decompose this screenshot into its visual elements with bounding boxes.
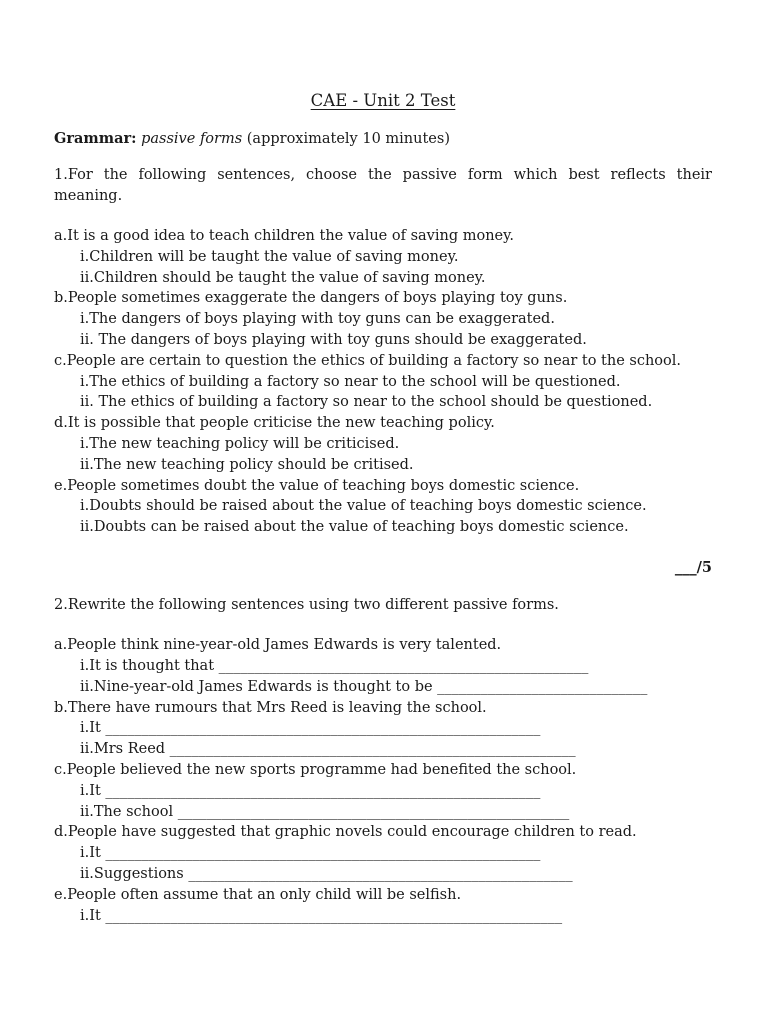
- section-1: [54, 165, 712, 579]
- s2-question-d: d.People have suggested that graphic novels could encourage children to read.: [54, 824, 637, 841]
- s1-option-e-ii: ii.Doubts can be raised about the value of teaching boys domestic science.: [80, 519, 629, 536]
- grammar-heading: [54, 128, 712, 150]
- s1-option-a-i: i.Children will be taught the value of saving money.: [80, 248, 459, 265]
- s2-answer-a-ii: ii.Nine-year-old James Edwards is thought to be _____________________________: [80, 678, 648, 695]
- s2-answer-b-ii: ii.Mrs Reed ________________________________________________________: [80, 741, 576, 758]
- section-1-score: ___/5: [674, 558, 712, 576]
- worksheet-page: [54, 88, 712, 926]
- grammar-label: Grammar:: [54, 130, 137, 147]
- s1-option-b-ii: ii. The dangers of boys playing with toy guns should be exaggerated.: [80, 331, 587, 348]
- s1-option-b-i: i.The dangers of boys playing with toy guns can be exaggerated.: [80, 311, 555, 328]
- s1-question-c: c.People are certain to question the ethics of building a factory so near to the school.: [54, 352, 682, 369]
- s2-answer-c-i: i.It ____________________________________________________________: [80, 782, 541, 799]
- s1-option-d-ii: ii.The new teaching policy should be critised.: [80, 456, 414, 473]
- s1-question-a: a.It is a good idea to teach children the value of saving money.: [54, 228, 514, 244]
- s2-question-b: b.There have rumours that Mrs Reed is leaving the school.: [54, 699, 487, 716]
- s2-answer-d-i: i.It ____________________________________________________________: [80, 845, 541, 862]
- s1-option-e-i: i.Doubts should be raised about the value of teaching boys domestic science.: [80, 498, 647, 515]
- s2-question-c: c.People believed the new sports programme had benefited the school.: [54, 762, 577, 779]
- s2-answer-a-i: i.It is thought that ___________________________________________________: [80, 658, 589, 675]
- page-title: CAE - Unit 2 Test: [310, 91, 456, 110]
- s1-option-d-i: i.The new teaching policy will be criticised.: [80, 435, 400, 452]
- section-2-instruction: 2.Rewrite the following sentences using two different passive forms.: [54, 596, 559, 613]
- s1-option-a-ii: ii.Children should be taught the value of saving money.: [80, 269, 486, 286]
- s2-question-a: a.People think nine-year-old James Edwards is very talented.: [54, 637, 502, 654]
- s1-question-d: d.It is possible that people criticise the new teaching policy.: [54, 415, 495, 432]
- s2-answer-b-i: i.It ____________________________________________________________: [80, 720, 541, 737]
- grammar-time: (approximately 10 minutes): [246, 131, 450, 147]
- s2-question-e: e.People often assume that an only child will be selfish.: [54, 886, 462, 903]
- s1-option-c-i: i.The ethics of building a factory so near to the school will be questioned.: [80, 373, 621, 390]
- section-1-instruction: 1.For the following sentences, choose the passive form which best reflects their meaning.: [54, 167, 712, 204]
- s1-question-b: b.People sometimes exaggerate the dangers of boys playing toy guns.: [54, 290, 568, 307]
- s2-answer-e-i: i.It _______________________________________________________________: [80, 907, 563, 924]
- s2-answer-c-ii: ii.The school ______________________________________________________: [80, 803, 570, 820]
- section-2: [54, 595, 712, 927]
- grammar-topic: passive forms: [141, 131, 243, 147]
- s2-answer-d-ii: ii.Suggestions _____________________________________________________: [80, 866, 573, 883]
- s1-question-e: e.People sometimes doubt the value of teaching boys domestic science.: [54, 477, 580, 494]
- s1-option-c-ii: ii. The ethics of building a factory so near to the school should be questioned.: [80, 394, 653, 411]
